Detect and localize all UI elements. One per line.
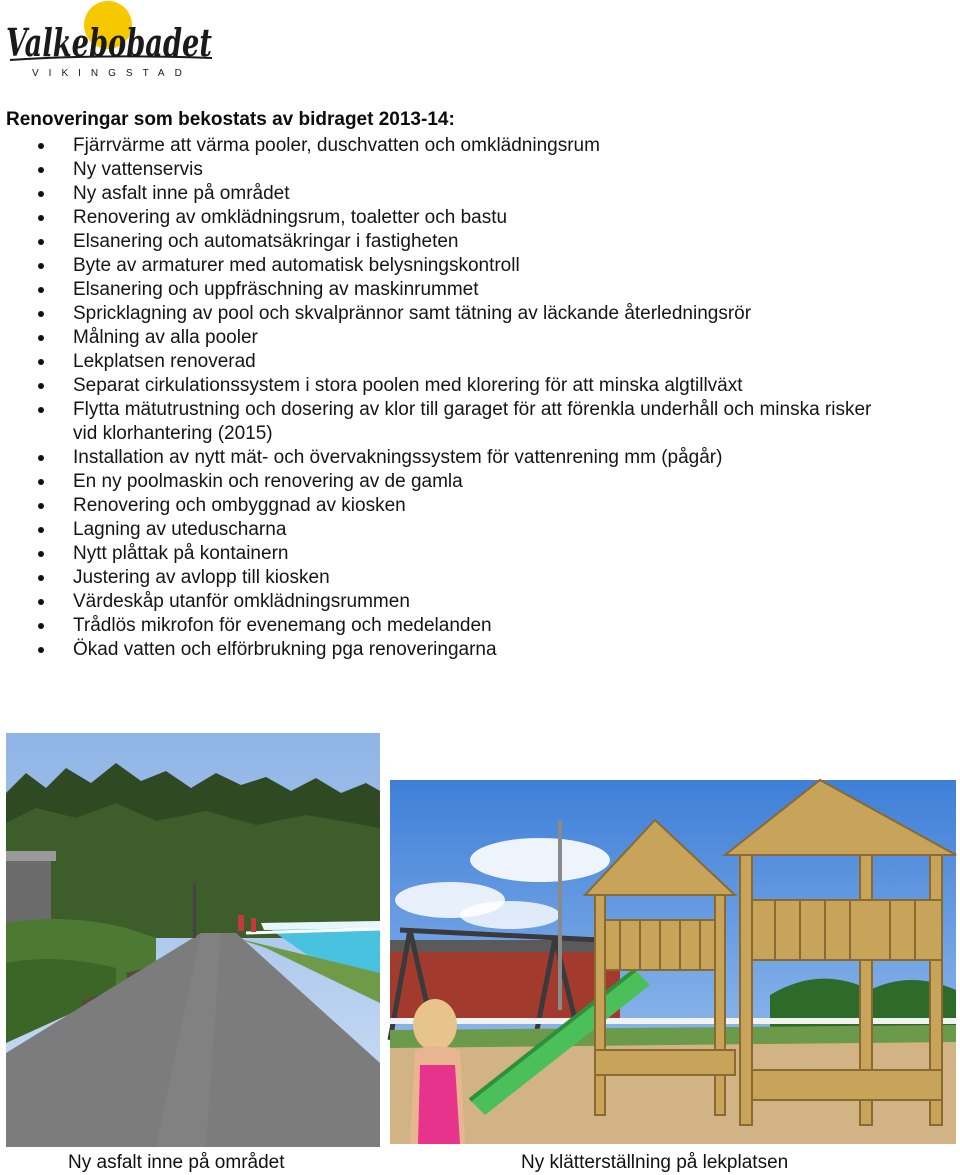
bullet-icon	[38, 191, 44, 197]
list-item-text: Elsanering och uppfräschning av maskinrummet	[73, 279, 479, 300]
list-item-text: Målning av alla pooler	[73, 327, 258, 348]
bullet-icon	[38, 263, 44, 269]
list-item	[0, 518, 960, 542]
list-item	[0, 374, 960, 398]
list-item-text: Renovering av omklädningsrum, toaletter och bastu	[73, 207, 508, 228]
valkebobadet-logo	[2, 0, 217, 82]
photo-caption-right: Ny klätterställning på lekplatsen	[521, 1152, 789, 1173]
renovation-list	[0, 134, 960, 662]
bullet-icon	[38, 167, 44, 173]
list-item	[0, 494, 960, 518]
bullet-icon	[38, 311, 44, 317]
list-item-text: Flytta mätutrustning och dosering av klor till garaget för att förenkla underhåll och minska risker vid klorhantering (2015)	[73, 399, 872, 444]
bullet-icon	[38, 215, 44, 221]
list-item	[0, 326, 960, 350]
list-item-text: En ny poolmaskin och renovering av de gamla	[73, 471, 463, 492]
list-item-text: Ökad vatten och elförbrukning pga renoveringarna	[73, 639, 497, 660]
list-item	[0, 302, 960, 326]
list-item-text: Lagning av uteduscharna	[73, 519, 287, 540]
photo-caption-left: Ny asfalt inne på området	[68, 1152, 285, 1173]
bullet-icon	[38, 623, 44, 629]
list-item	[0, 230, 960, 254]
bullet-icon	[38, 503, 44, 509]
list-item-text: Renovering och ombyggnad av kiosken	[73, 495, 406, 516]
climbing-frame-photo	[390, 780, 956, 1144]
asphalt-photo	[6, 733, 380, 1147]
bullet-icon	[38, 359, 44, 365]
bullet-icon	[38, 287, 44, 293]
list-item-text: Elsanering och automatsäkringar i fastigheten	[73, 231, 459, 252]
bullet-icon	[38, 527, 44, 533]
list-item	[0, 350, 960, 374]
bullet-icon	[38, 383, 44, 389]
list-item-text: Installation av nytt mät- och övervakningssystem för vattenrening mm (pågår)	[73, 447, 723, 468]
bullet-icon	[38, 647, 44, 653]
list-item	[0, 158, 960, 182]
list-item	[0, 590, 960, 614]
bullet-icon	[38, 335, 44, 341]
list-item	[0, 278, 960, 302]
list-item-text: Trådlös mikrofon för evenemang och medelanden	[73, 615, 492, 636]
bullet-icon	[38, 551, 44, 557]
list-item	[0, 470, 960, 494]
list-item-text: Värdeskåp utanför omklädningsrummen	[73, 591, 410, 612]
list-item	[0, 446, 960, 470]
list-item	[0, 254, 960, 278]
logo-subtitle: VIKINGSTAD	[32, 68, 192, 79]
bullet-icon	[38, 239, 44, 245]
list-item-text: Lekplatsen renoverad	[73, 351, 256, 372]
bullet-icon	[38, 599, 44, 605]
list-item	[0, 134, 960, 158]
bullet-icon	[38, 575, 44, 581]
list-item-text: Fjärrvärme att värma pooler, duschvatten och omklädningsrum	[73, 135, 600, 156]
bullet-icon	[38, 143, 44, 149]
list-item-text: Spricklagning av pool och skvalprännor samt tätning av läckande återledningsrör	[73, 303, 752, 324]
list-item-text: Justering av avlopp till kiosken	[73, 567, 330, 588]
list-item-text: Byte av armaturer med automatisk belysningskontroll	[73, 255, 520, 276]
bullet-icon	[38, 407, 44, 413]
list-item-text: Ny vattenservis	[73, 159, 203, 180]
bullet-icon	[38, 479, 44, 485]
list-item	[0, 614, 960, 638]
page-heading: Renoveringar som bekostats av bidraget 2013-14:	[6, 109, 455, 130]
list-item	[0, 566, 960, 590]
list-item-text: Separat cirkulationssystem i stora poolen med klorering för att minska algtillväxt	[73, 375, 743, 396]
list-item	[0, 206, 960, 230]
list-item	[0, 638, 960, 662]
list-item	[0, 182, 960, 206]
bullet-icon	[38, 455, 44, 461]
list-item-text: Ny asfalt inne på området	[73, 183, 290, 204]
list-item-text: Nytt plåttak på kontainern	[73, 543, 289, 564]
list-item	[0, 398, 960, 446]
list-item	[0, 542, 960, 566]
logo-wordmark: Valkebobadet	[6, 20, 213, 65]
